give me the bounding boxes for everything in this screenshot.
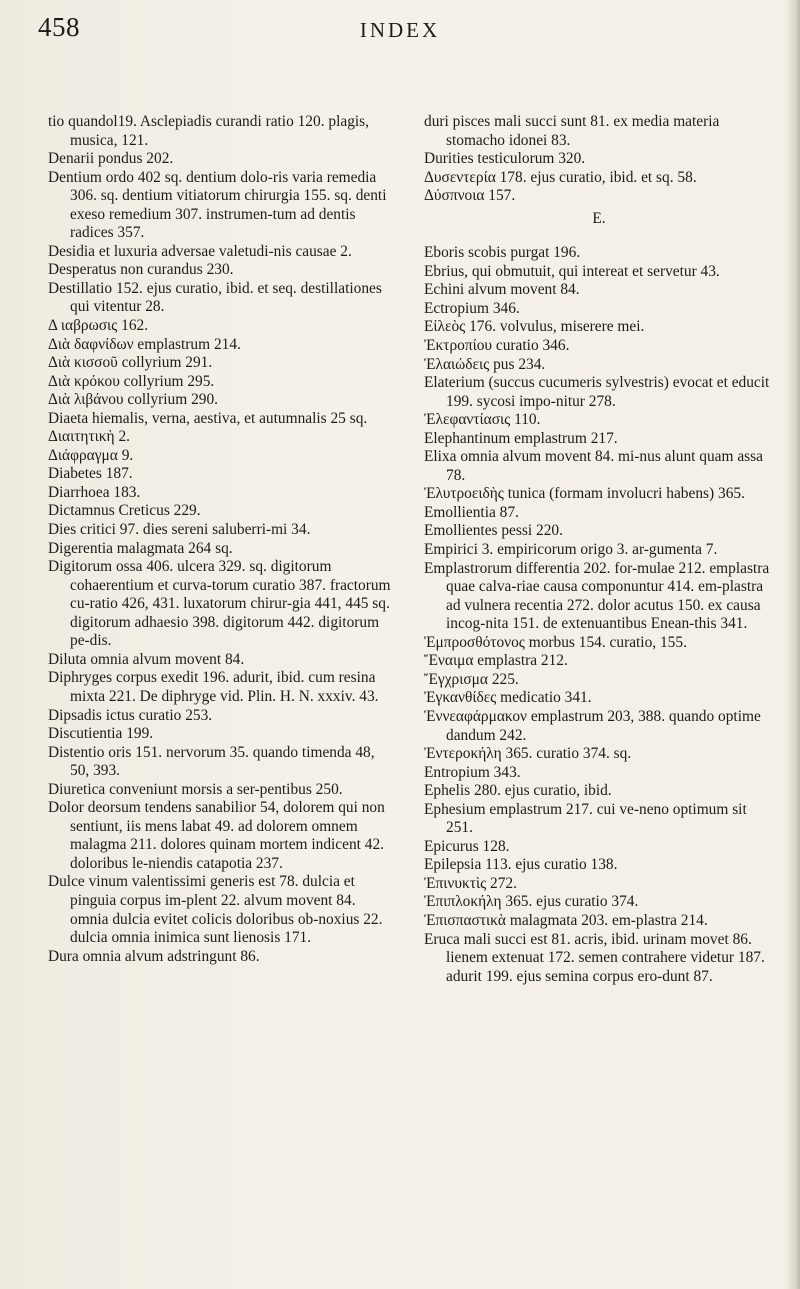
right-column-top [424, 113, 774, 206]
index-entry: Εἰλεὸς 176. volvulus, miserere mei. [424, 318, 645, 336]
running-head: INDEX [359, 18, 441, 42]
index-entry: Distentio oris 151. nervorum 35. quando timenda 48, 50, 393. [48, 743, 375, 780]
index-entry: Ἐμπροσθότονος morbus 154. curatio, 155. [424, 633, 687, 651]
index-entry: Ἐλαιώδεις pus 234. [424, 355, 546, 373]
index-entry: Emplastrorum differentia 202. for-mulae 212. emplastra quae calva-riae causa componuntur 414. em-plastra ad vulnera recentia 272. dolor acutus 150. ex causa incog-nita 151. de extenuantibus Enean-this 341. [424, 559, 770, 633]
index-entry: Destillatio 152. ejus curatio, ibid. et seq. destillationes qui vitentur 28. [48, 279, 382, 316]
index-entry: Entropium 343. [424, 763, 521, 781]
index-entry: Δυσεντερία 178. ejus curatio, ibid. et sq. 58. [424, 168, 697, 186]
index-entry: Ἔναιμα emplastra 212. [424, 652, 568, 670]
index-entry: Ἐλυτροειδὴς tunica (formam involucri habens) 365. [424, 485, 745, 503]
index-entry: duri pisces mali succi sunt 81. ex media materia stomacho idonei 83. [424, 113, 720, 149]
index-entry: Epilepsia 113. ejus curatio 138. [424, 856, 618, 874]
page-header [0, 12, 800, 52]
index-entry: Ἐπισπαστικὰ malagmata 203. em-plastra 214. [424, 911, 708, 929]
index-entry: Ἐπιπλοκήλη 365. ejus curatio 374. [424, 893, 639, 911]
index-entry: Ephesium emplastrum 217. cui ve-neno optimum sit 251. [424, 800, 747, 837]
index-entry: Diphryges corpus exedit 196. adurit, ibid. cum resina mixta 221. De diphryge vid. Plin. H. N. xxxiv. 43. [48, 669, 379, 705]
index-entry: Ἐντεροκήλη 365. curatio 374. sq. [424, 745, 632, 763]
index-entry: Διὰ κισσοῦ collyrium 291. [48, 354, 213, 372]
index-entry: Ἐγκανθίδες medicatio 341. [424, 689, 592, 707]
index-entry: Dolor deorsum tendens sanabilior 54, dolorem qui non sentiunt, iis mens labat 49. ad dolorem omnem malagma 211. dolores quinam mortem indicent 42. doloribus le-niendis catapotia 237. [48, 799, 385, 872]
index-entry: Διάφραγμα 9. [48, 446, 134, 464]
index-entry: Digitorum ossa 406. ulcera 329. sq. digitorum cohaerentium et curva-torum curatio 387. fractorum cu-ratio 426, 431. luxatorum chirur-gia 441, 445 sq. digitorum adhaesio 398. digitorum 442. digitorum pe-dis. [48, 558, 391, 650]
index-entry: Empirici 3. empiricorum origo 3. ar-gumenta 7. [424, 541, 718, 559]
index-entry: Ἐκτροπίου curatio 346. [424, 337, 570, 355]
right-column [424, 113, 774, 986]
index-entry: Elephantinum emplastrum 217. [424, 429, 618, 447]
index-entry: Elixa omnia alvum movent 84. mi-nus alunt quam assa 78. [424, 448, 763, 484]
index-entry: Dies critici 97. dies sereni saluberri-mi 34. [48, 521, 311, 539]
page-edge-shadow [786, 0, 800, 1289]
index-entry: Diaeta hiemalis, verna, aestiva, et autumnalis 25 sq. [48, 409, 368, 427]
index-entry: Echini alvum movent 84. [424, 281, 580, 299]
index-entry: Durities testiculorum 320. [424, 150, 586, 168]
right-column-bottom [424, 244, 774, 986]
index-entry: Diuretica conveniunt morsis a ser-pentibus 250. [48, 780, 343, 798]
index-entry: Ephelis 280. ejus curatio, ibid. [424, 782, 612, 800]
index-entry: Denarii pondus 202. [48, 150, 174, 168]
index-entry: Ectropium 346. [424, 299, 520, 317]
left-column [48, 113, 393, 966]
index-entry: Dentium ordo 402 sq. dentium dolo-ris varia remedia 306. sq. dentium vitiatorum chirurgia 155. sq. denti exeso remedium 307. instrumen-tum ad dentis radices 357. [48, 168, 387, 242]
index-entry: Dictamnus Creticus 229. [48, 502, 201, 520]
index-entry: Diabetes 187. [48, 465, 133, 483]
page-number: 458 [38, 12, 80, 42]
section-letter-heading: E. [592, 209, 606, 227]
index-entry: Eboris scobis purgat 196. [424, 244, 581, 262]
index-entry: Διὰ κρόκου collyrium 295. [48, 372, 215, 390]
index-entry: Ἐπινυκτὶς 272. [424, 874, 517, 892]
index-entry: Ἔγχρισμα 225. [424, 670, 519, 688]
index-entry: Digerentia malagmata 264 sq. [48, 539, 233, 557]
index-entry: Δύσπνοια 157. [424, 187, 516, 205]
index-entry: Διὰ δαφνίδων emplastrum 214. [48, 335, 241, 353]
index-entry: Διὰ λιβάνου collyrium 290. [48, 391, 219, 409]
index-entry: Ebrius, qui obmutuit, qui intereat et servetur 43. [424, 262, 720, 280]
index-entry: Discutientia 199. [48, 725, 154, 743]
index-entry: Diluta omnia alvum movent 84. [48, 650, 245, 668]
index-entry: Desperatus non curandus 230. [48, 261, 234, 279]
index-entry: Δ ιαβρωσις 162. [48, 317, 149, 335]
index-entry: Dulce vinum valentissimi generis est 78. dulcia et pinguia corpus im-plent 22. alvum movent 84. omnia dulcia evitet colicis doloribus ob-noxius 22. dulcia omnia inimica sunt lienosis 171. [48, 873, 383, 947]
index-entry: Ἐννεαφάρμακον emplastrum 203, 388. quando optime dandum 242. [424, 707, 761, 744]
index-entry: tio quandol19. Asclepiadis curandi ratio 120. plagis, musica, 121. [48, 113, 370, 149]
index-entry: Emollientia 87. [424, 503, 519, 521]
index-entry: Elaterium (succus cucumeris sylvestris) evocat et educit 199. sycosi impo-nitur 278. [424, 374, 770, 410]
index-entry: Ἐλεφαντίασις 110. [424, 411, 541, 429]
index-entry: Epicurus 128. [424, 837, 510, 855]
index-entry: Desidia et luxuria adversae valetudi-nis causae 2. [48, 242, 352, 260]
index-entry: Dipsadis ictus curatio 253. [48, 706, 213, 724]
index-entry: Diarrhoea 183. [48, 483, 141, 501]
index-entry: Emollientes pessi 220. [424, 522, 563, 540]
index-entry: Dura omnia alvum adstringunt 86. [48, 947, 260, 965]
index-entry: Διαιτητικὴ 2. [48, 428, 130, 446]
index-entry: Eruca mali succi est 81. acris, ibid. urinam movet 86. lienem extenuat 172. semen contrahere videtur 187. adurit 199. ejus semina corpus ero-dunt 87. [424, 930, 765, 985]
